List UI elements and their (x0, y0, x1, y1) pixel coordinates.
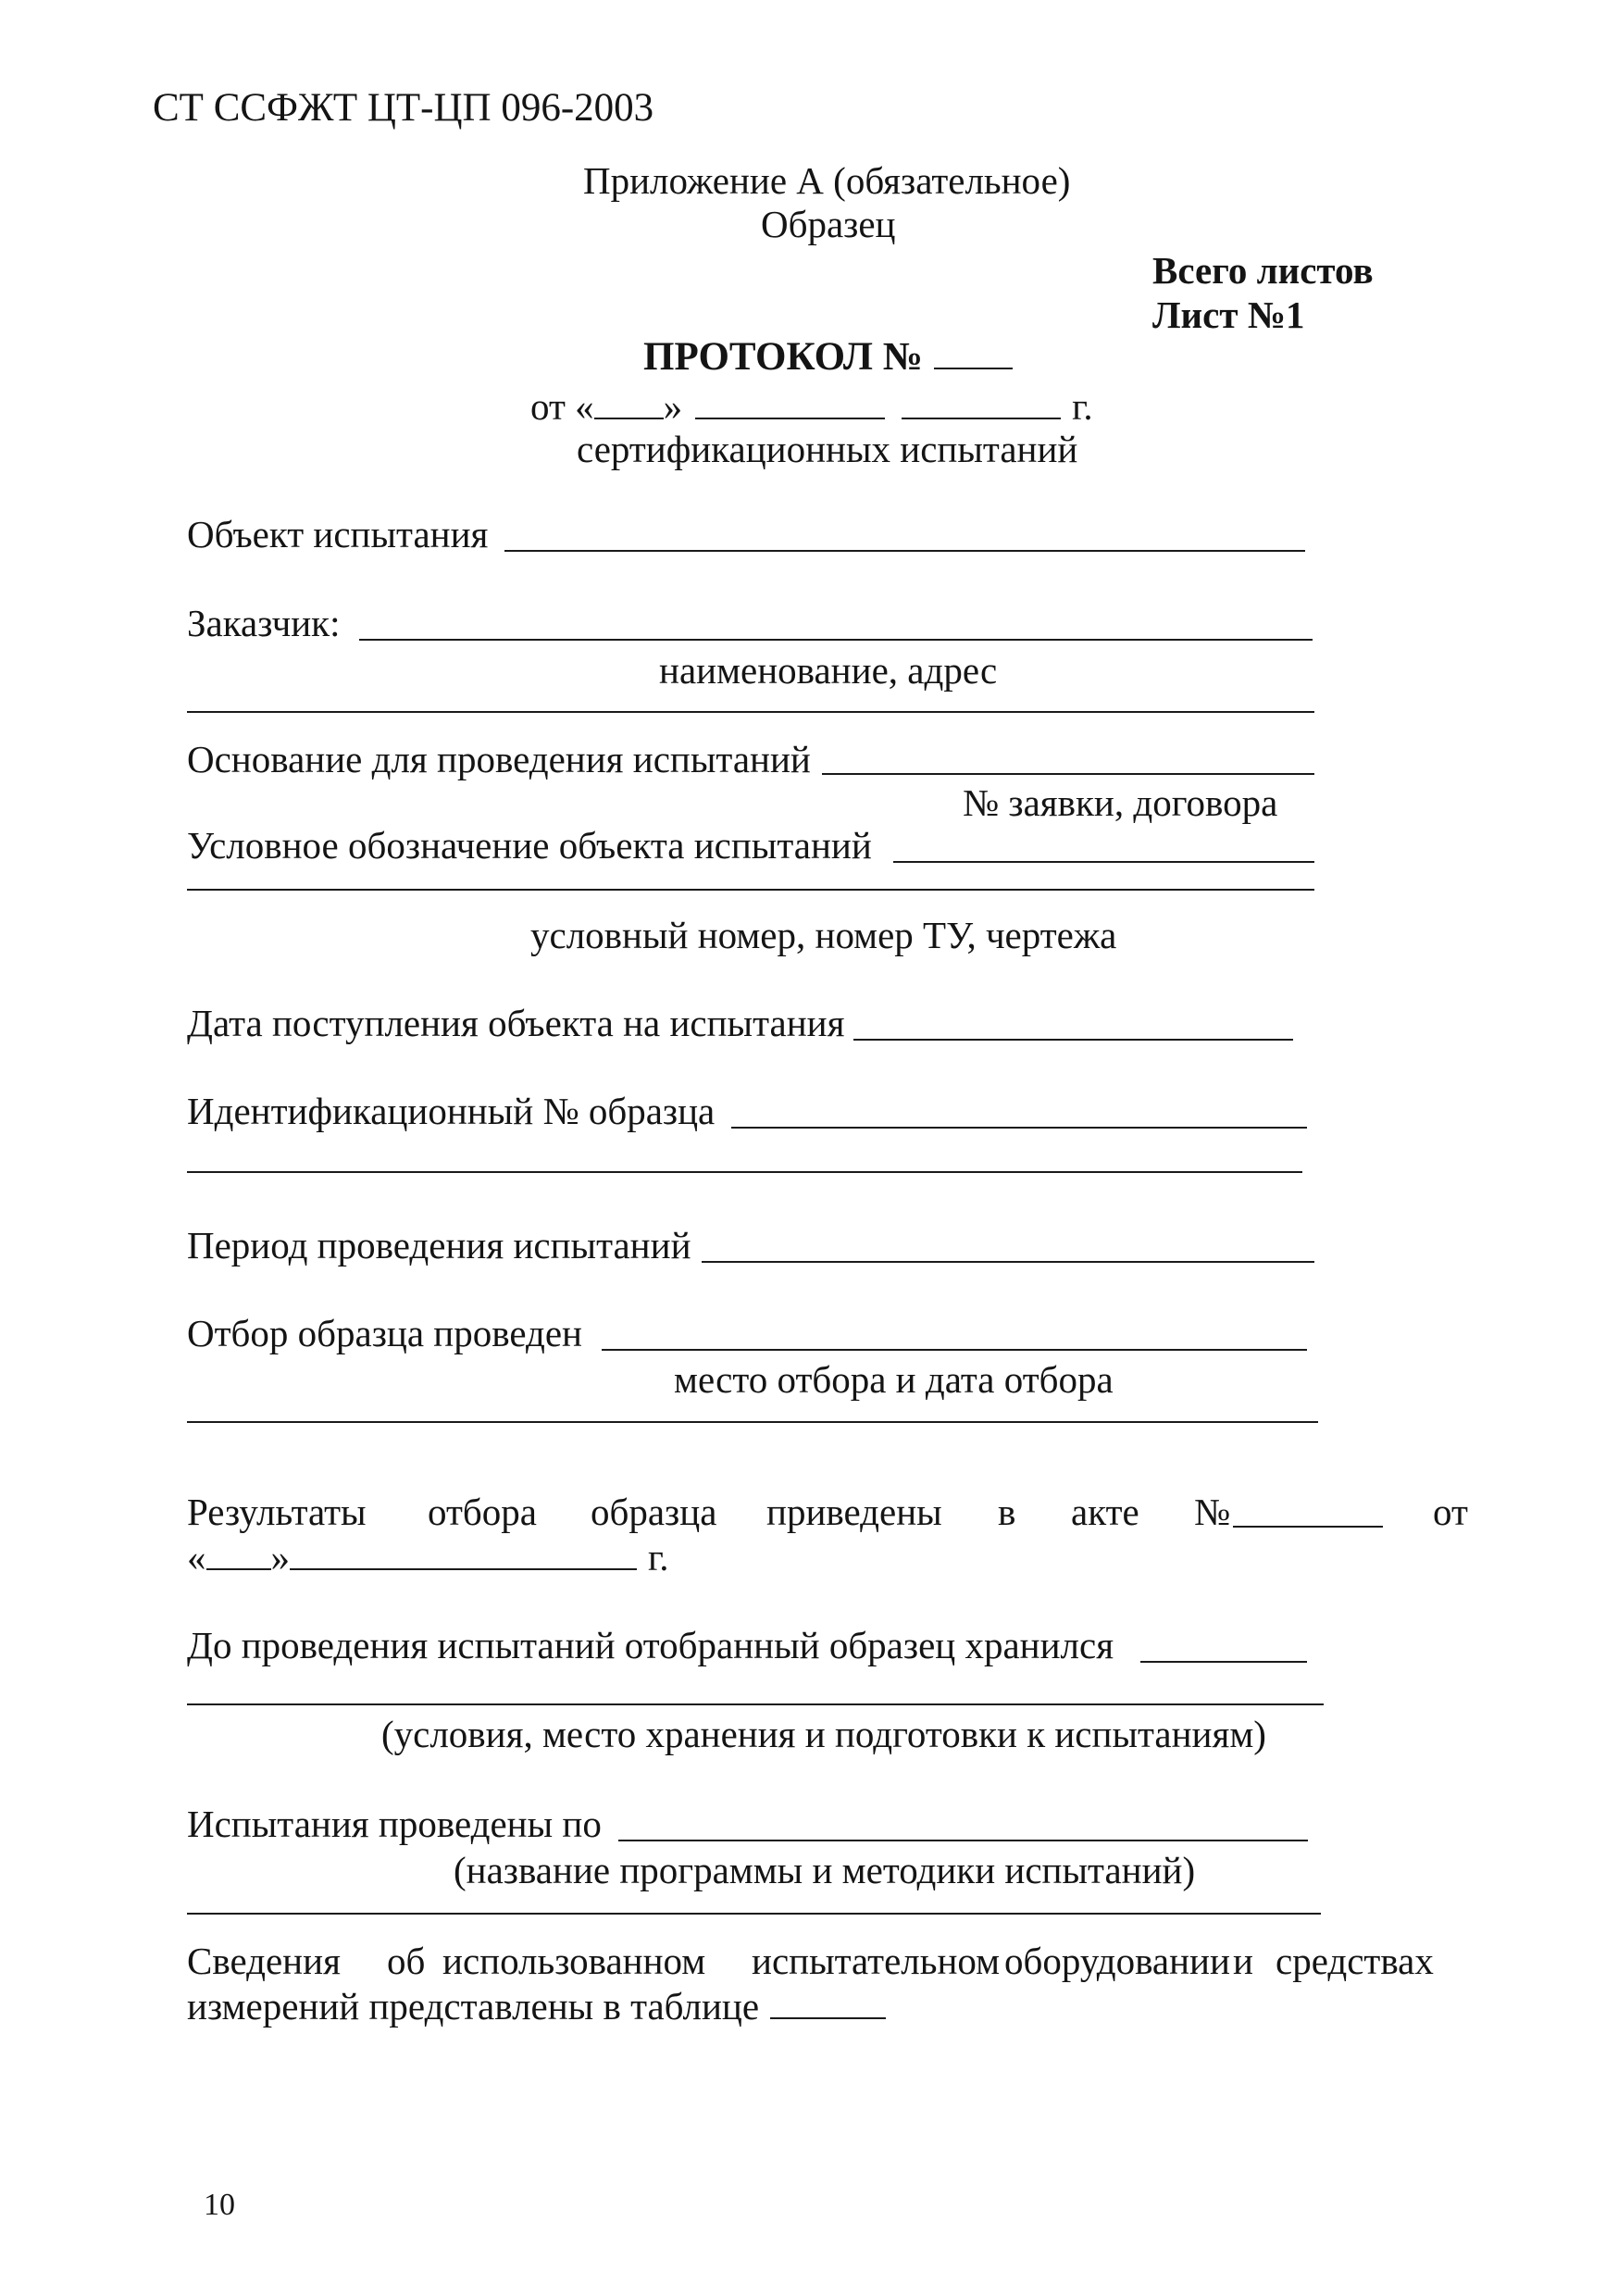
date-year-suffix: г. (1072, 385, 1093, 428)
customer-label: Заказчик: (187, 602, 341, 644)
protocol-subtitle: сертификационных испытаний (577, 428, 1078, 470)
appendix-title: Приложение А (обязательное) (583, 159, 1071, 202)
sampling-blank-2 (187, 1421, 1318, 1423)
date-month-blank (695, 386, 885, 419)
results-word-1: Результаты (187, 1491, 367, 1533)
equipment-word-4: испытательном (752, 1940, 1001, 1982)
tests-by-label: Испытания проведены по (187, 1803, 602, 1845)
designation-label: Условное обозначение объекта испытаний (187, 824, 872, 867)
designation-blank-2 (187, 889, 1314, 891)
protocol-title-text: ПРОТОКОЛ № (643, 335, 923, 379)
date-close-quote: » (663, 385, 683, 428)
tests-by-blank (618, 1840, 1308, 1841)
basis-blank (822, 773, 1314, 775)
results-word-2: отбора (428, 1491, 537, 1533)
period-blank (702, 1261, 1314, 1263)
document-code: СТ ССФЖТ ЦТ-ЦП 096-2003 (153, 86, 654, 130)
equipment-word-6: и (1233, 1940, 1253, 1982)
equipment-line-2-text: измерений представлены в таблице (187, 1985, 760, 2028)
results-word-7: № (1194, 1491, 1231, 1533)
period-label: Период проведения испытаний (187, 1224, 691, 1267)
sampling-hint: место отбора и дата отбора (674, 1358, 1114, 1401)
equipment-word-7: средствах (1276, 1940, 1434, 1982)
date-day-blank (594, 386, 664, 419)
equipment-word-1: Сведения (187, 1940, 341, 1982)
results-word-6: акте (1071, 1491, 1139, 1533)
object-blank (504, 550, 1305, 552)
sampling-blank (602, 1349, 1307, 1351)
total-sheets-label: Всего листов (1152, 249, 1374, 292)
storage-hint: (условия, место хранения и подготовки к испытаниям) (381, 1713, 1266, 1755)
sheet-number-label: Лист №1 (1152, 293, 1305, 336)
equipment-word-5: оборудовании (1004, 1940, 1230, 1982)
equipment-table-blank (770, 1986, 886, 2019)
equipment-word-2: об (387, 1940, 426, 1982)
protocol-title (643, 336, 1013, 377)
results-day-blank (206, 1537, 271, 1570)
customer-blank-2 (187, 711, 1314, 713)
results-from: от (1433, 1491, 1468, 1533)
results-year-suffix: г. (648, 1536, 669, 1578)
tests-by-blank-2 (187, 1913, 1321, 1915)
page-number: 10 (204, 2188, 235, 2222)
object-label: Объект испытания (187, 513, 489, 555)
results-word-3: образца (591, 1491, 717, 1533)
sample-id-blank-2 (187, 1171, 1302, 1173)
results-act-number-blank (1233, 1526, 1383, 1528)
sample-id-label: Идентификационный № образца (187, 1090, 716, 1132)
designation-blank (893, 861, 1314, 863)
results-open-quote: « (187, 1536, 206, 1578)
results-word-5: в (998, 1491, 1016, 1533)
protocol-date-line (530, 386, 1093, 426)
equipment-line-2 (187, 1986, 886, 2026)
results-month-year-blank (290, 1537, 637, 1570)
date-open-quote: от « (530, 385, 594, 428)
tests-by-hint: (название программы и методики испытаний) (454, 1849, 1196, 1891)
storage-label: До проведения испытаний отобранный образец хранился (187, 1624, 1114, 1666)
sample-id-blank (731, 1127, 1307, 1129)
basis-hint: № заявки, договора (963, 781, 1278, 824)
basis-label: Основание для проведения испытаний (187, 738, 811, 780)
results-date-line (187, 1537, 668, 1577)
sample-label: Образец (761, 203, 896, 245)
results-word-4: приведены (766, 1491, 942, 1533)
storage-blank-2 (187, 1703, 1324, 1705)
customer-blank (359, 639, 1313, 641)
equipment-word-3: использованном (442, 1940, 706, 1982)
results-close-quote: » (270, 1536, 290, 1578)
storage-blank (1140, 1661, 1307, 1663)
date-year-blank (902, 386, 1061, 419)
designation-hint: условный номер, номер ТУ, чертежа (530, 914, 1117, 956)
receipt-date-blank (853, 1039, 1293, 1041)
customer-hint: наименование, адрес (659, 649, 998, 692)
receipt-date-label: Дата поступления объекта на испытания (187, 1002, 845, 1044)
sampling-label: Отбор образца проведен (187, 1312, 582, 1354)
protocol-number-blank (934, 336, 1013, 369)
